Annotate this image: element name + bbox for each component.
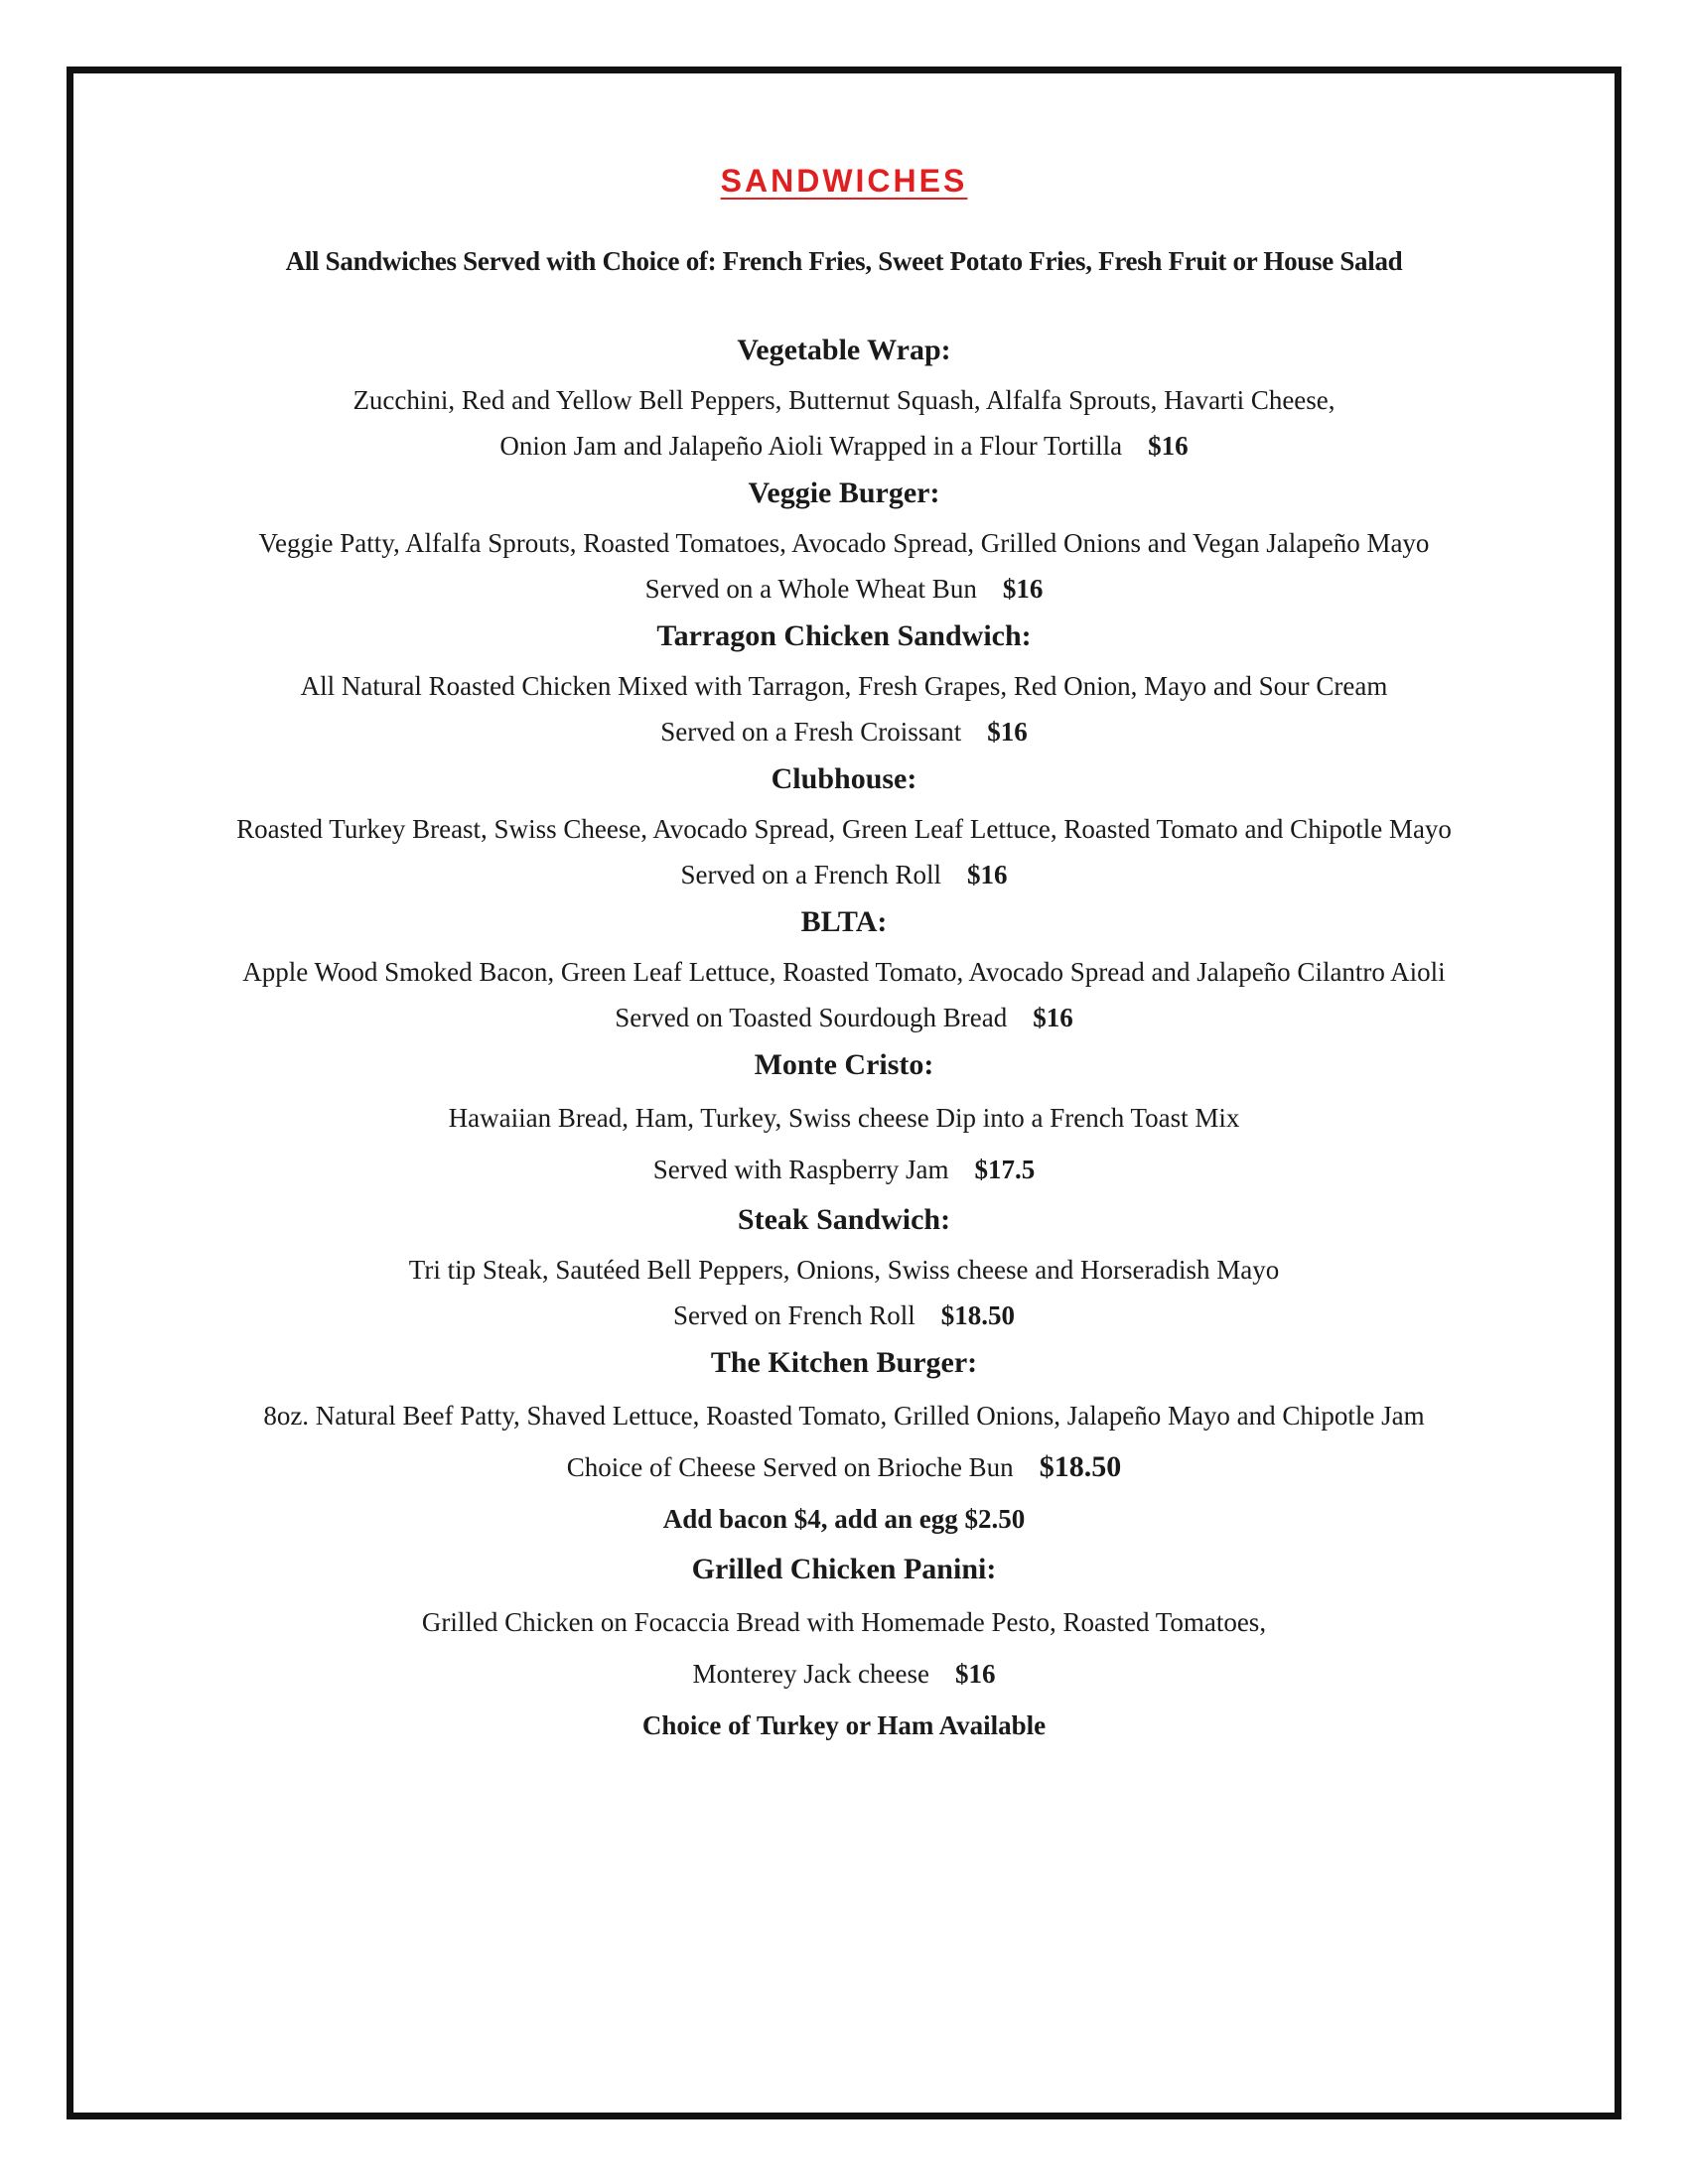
item-price: $17.5 xyxy=(974,1155,1036,1184)
item-serving-text: Served on French Roll xyxy=(673,1300,915,1330)
menu-item-vegetable-wrap xyxy=(73,332,1615,469)
item-serving-text: Served with Raspberry Jam xyxy=(652,1155,949,1184)
item-price: $16 xyxy=(954,1659,996,1689)
item-serving-text: Served on Toasted Sourdough Bread xyxy=(615,1003,1008,1032)
menu-item-monte-cristo xyxy=(73,1046,1615,1195)
menu-item-veggie-burger xyxy=(73,475,1615,612)
item-price: $16 xyxy=(1002,574,1044,604)
item-name: Veggie Burger: xyxy=(748,477,940,509)
menu-item-steak-sandwich xyxy=(73,1201,1615,1338)
item-serving xyxy=(73,566,1615,612)
item-serving-text: Served on a Whole Wheat Bun xyxy=(644,574,977,604)
item-serving-text: Served on a French Roll xyxy=(680,860,941,889)
item-serving xyxy=(73,1648,1615,1700)
item-serving xyxy=(73,423,1615,469)
item-serving xyxy=(73,1144,1615,1195)
menu-border xyxy=(67,67,1621,2119)
item-name: Grilled Chicken Panini: xyxy=(691,1553,997,1585)
item-serving xyxy=(73,995,1615,1040)
menu-item-kitchen-burger xyxy=(73,1344,1615,1545)
item-description: Tri tip Steak, Sautéed Bell Peppers, Onions, Swiss cheese and Horseradish Mayo xyxy=(408,1255,1280,1285)
item-description: Hawaiian Bread, Ham, Turkey, Swiss cheese Dip into a French Toast Mix xyxy=(448,1103,1240,1133)
item-price: $16 xyxy=(1148,431,1189,461)
item-price: $18.50 xyxy=(940,1300,1015,1330)
item-description: Apple Wood Smoked Bacon, Green Leaf Lettuce, Roasted Tomato, Avocado Spread and Jalapeño Cilantro Aioli xyxy=(242,957,1446,987)
item-description: Zucchini, Red and Yellow Bell Peppers, Butternut Squash, Alfalfa Sprouts, Havarti Cheese, xyxy=(352,385,1336,415)
item-serving-text: Choice of Cheese Served on Brioche Bun xyxy=(566,1452,1014,1482)
item-name: BLTA: xyxy=(800,905,888,938)
item-serving xyxy=(73,1441,1615,1493)
item-name: Tarragon Chicken Sandwich: xyxy=(656,619,1032,652)
menu-item-clubhouse xyxy=(73,760,1615,897)
menu-item-blta xyxy=(73,903,1615,1040)
item-serving xyxy=(73,709,1615,754)
item-price: $16 xyxy=(987,717,1028,747)
item-price: $18.50 xyxy=(1039,1450,1122,1483)
item-addon-note: Add bacon $4, add an egg $2.50 xyxy=(662,1504,1026,1534)
menu-item-tarragon-chicken xyxy=(73,617,1615,754)
menu-content xyxy=(73,161,1615,1757)
item-description: All Natural Roasted Chicken Mixed with Tarragon, Fresh Grapes, Red Onion, Mayo and Sour Cream xyxy=(300,671,1388,701)
item-serving xyxy=(73,1293,1615,1338)
item-description: 8oz. Natural Beef Patty, Shaved Lettuce, Roasted Tomato, Grilled Onions, Jalapeño Mayo and Chipotle Jam xyxy=(263,1401,1425,1431)
item-serving xyxy=(73,852,1615,897)
item-name: Vegetable Wrap: xyxy=(737,334,951,366)
item-serving-text: Served on a Fresh Croissant xyxy=(660,717,962,747)
item-price: $16 xyxy=(1033,1003,1073,1032)
item-name: The Kitchen Burger: xyxy=(710,1346,978,1379)
item-description: Roasted Turkey Breast, Swiss Cheese, Avocado Spread, Green Leaf Lettuce, Roasted Tomato and Chipotle Mayo xyxy=(236,814,1452,844)
item-name: Monte Cristo: xyxy=(754,1048,934,1081)
item-addon-note: Choice of Turkey or Ham Available xyxy=(641,1710,1047,1740)
item-name: Clubhouse: xyxy=(771,762,917,795)
menu-items xyxy=(73,332,1615,1751)
item-description: Veggie Patty, Alfalfa Sprouts, Roasted Tomatoes, Avocado Spread, Grilled Onions and Vegan Jalapeño Mayo xyxy=(258,528,1430,558)
item-serving-text: Monterey Jack cheese xyxy=(692,1659,929,1689)
menu-item-grilled-chicken-panini xyxy=(73,1551,1615,1751)
menu-subtitle: All Sandwiches Served with Choice of: French Fries, Sweet Potato Fries, Fresh Fruit or House Salad xyxy=(285,246,1403,276)
item-serving-text: Onion Jam and Jalapeño Aioli Wrapped in a Flour Tortilla xyxy=(499,431,1123,461)
item-name: Steak Sandwich: xyxy=(737,1203,951,1236)
item-description: Grilled Chicken on Focaccia Bread with Homemade Pesto, Roasted Tomatoes, xyxy=(421,1607,1267,1637)
menu-title: SANDWICHES xyxy=(720,163,968,199)
item-price: $16 xyxy=(966,860,1008,889)
